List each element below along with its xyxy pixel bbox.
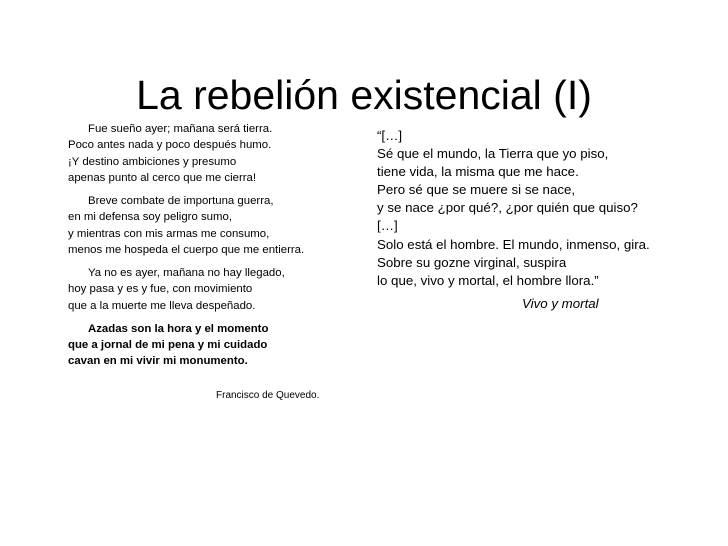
poem-line: y mientras con mis armas me consumo, — [68, 227, 270, 240]
poem-line: cavan en mi vivir mi monumento. — [68, 355, 248, 368]
poem-line: ¡Y destino ambiciones y presumo — [68, 155, 237, 168]
poem-line: Azadas son la hora y el momento — [88, 322, 269, 335]
poem-line: apenas punto al cerco que me cierra! — [68, 171, 257, 184]
slide-title: La rebelión existencial (I) — [136, 72, 592, 119]
excerpt-line: “[…] — [377, 128, 403, 143]
poem-line: menos me hospeda el cuerpo que me entierra. — [68, 243, 305, 256]
excerpt-line: […] — [377, 218, 398, 234]
excerpt-line: Sé que el mundo, la Tierra que yo piso, — [377, 146, 609, 162]
poem-author: Francisco de Quevedo. — [216, 390, 320, 401]
poem-line: Ya no es ayer, mañana no hay llegado, — [88, 266, 285, 279]
poem-line: que a la muerte me lleva despeñado. — [68, 299, 256, 312]
stanza-2 — [68, 193, 368, 258]
poem-line: Breve combate de importuna guerra, — [88, 194, 274, 207]
poem-line: que a jornal de mi pena y mi cuidado — [68, 338, 268, 351]
quevedo-sonnet — [68, 121, 368, 376]
stanza-1 — [68, 121, 368, 186]
excerpt-line: Solo está el hombre. El mundo, inmenso, gira. — [377, 236, 650, 252]
excerpt-source: Vivo y mortal — [522, 296, 599, 311]
poem-line: en mi defensa soy peligro sumo, — [68, 211, 232, 224]
excerpt-line: Sobre su gozne virginal, suspira — [377, 254, 567, 270]
vivo-y-mortal-excerpt — [377, 127, 707, 290]
poem-line: Poco antes nada y poco después humo. — [68, 139, 272, 152]
poem-line: hoy pasa y es y fue, con movimiento — [68, 283, 253, 296]
excerpt-line: Pero sé que se muere si se nace, — [377, 182, 576, 198]
excerpt-line: y se nace ¿por qué?, ¿por quién que quiso? — [377, 200, 638, 216]
excerpt-line: lo que, vivo y mortal, el hombre llora.” — [377, 272, 599, 288]
excerpt-line: tiene vida, la misma que me hace. — [377, 164, 579, 180]
stanza-3 — [68, 265, 368, 314]
stanza-4 — [68, 321, 368, 370]
poem-line: Fue sueño ayer; mañana será tierra. — [88, 123, 273, 135]
